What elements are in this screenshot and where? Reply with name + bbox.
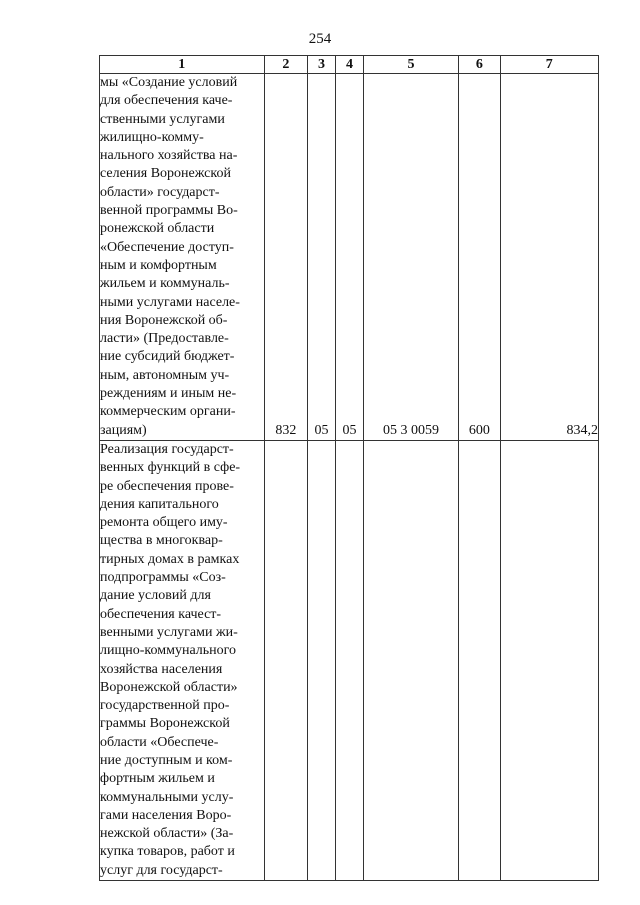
column-header-1: 1 [100, 56, 265, 74]
description-line: фортным жильем и [100, 771, 215, 787]
description-line: ние субсидий бюджет- [100, 349, 235, 365]
description-line: жильем и коммуналь- [100, 276, 230, 292]
description-line: венных функций в сфе- [100, 460, 241, 476]
description-line: нежской области» (За- [100, 826, 234, 842]
description-line: щества в многоквар- [100, 533, 223, 549]
description-line: ласти» (Предоставле- [100, 331, 229, 347]
expense-type-code [459, 440, 500, 880]
description-line: государственной про- [100, 698, 230, 714]
row-description [100, 74, 265, 441]
description-line: зациям) [100, 422, 147, 438]
table-header-row [100, 56, 599, 74]
description-line: коммунальными услу- [100, 789, 234, 805]
description-line: подпрограммы «Соз- [100, 570, 226, 586]
ministry-code: 832 [264, 74, 307, 441]
description-line: дание условий для [100, 588, 211, 604]
table-row [100, 440, 599, 880]
column-header-2: 2 [264, 56, 307, 74]
column-header-4: 4 [336, 56, 364, 74]
description-line: ние доступным и ком- [100, 752, 233, 768]
column-header-6: 6 [459, 56, 500, 74]
description-line: тирных домах в рамках [100, 551, 240, 567]
description-line: купка товаров, работ и [100, 844, 235, 860]
description-line: области» государст- [100, 184, 220, 200]
description-line: ния Воронежской об- [100, 312, 228, 328]
description-line: венными услугами жи- [100, 624, 238, 640]
target-article-code [363, 440, 458, 880]
description-line: нального хозяйства на- [100, 148, 238, 164]
ministry-code [264, 440, 307, 880]
description-line: лищно-коммунального [100, 643, 237, 659]
description-line: граммы Воронежской [100, 716, 230, 732]
column-header-3: 3 [308, 56, 336, 74]
amount-value [500, 440, 598, 880]
description-line: ным, автономным уч- [100, 367, 230, 383]
description-line: ными услугами населе- [100, 294, 240, 310]
description-line: обеспечения качест- [100, 606, 222, 622]
subsection-code [336, 440, 364, 880]
section-code: 05 [308, 74, 336, 441]
description-line: области «Обеспече- [100, 734, 219, 750]
description-line: жилищно-комму- [100, 129, 204, 145]
description-line: хозяйства населения [100, 661, 223, 677]
description-line: для обеспечения каче- [100, 93, 233, 109]
description-line: услуг для государст- [100, 862, 223, 878]
amount-value: 834,2 [500, 74, 598, 441]
column-header-5: 5 [363, 56, 458, 74]
target-article-code: 05 3 0059 [363, 74, 458, 441]
expense-type-code: 600 [459, 74, 500, 441]
description-line: коммерческим органи- [100, 404, 236, 420]
description-line: реждениям и иным не- [100, 386, 237, 402]
table-row [100, 74, 599, 441]
description-line: ным и комфортным [100, 257, 217, 273]
description-line: дения капитального [100, 496, 219, 512]
description-line: гами населения Воро- [100, 807, 232, 823]
description-line: ремонта общего иму- [100, 515, 228, 531]
description-line: ственными услугами [100, 111, 225, 127]
section-code [308, 440, 336, 880]
row-description [100, 440, 265, 880]
description-line: мы «Создание условий [100, 75, 238, 90]
description-line: Воронежской области» [100, 679, 238, 695]
page-number: 254 [308, 31, 332, 47]
description-line: ре обеспечения прове- [100, 478, 234, 494]
description-line: «Обеспечение доступ- [100, 239, 234, 255]
column-header-7: 7 [500, 56, 598, 74]
description-line: селения Воронежской [100, 166, 231, 182]
description-line: ронежской области [100, 221, 215, 237]
description-line: Реализация государст- [100, 441, 234, 457]
description-line: венной программы Во- [100, 203, 238, 219]
subsection-code: 05 [336, 74, 364, 441]
budget-table [99, 55, 599, 881]
